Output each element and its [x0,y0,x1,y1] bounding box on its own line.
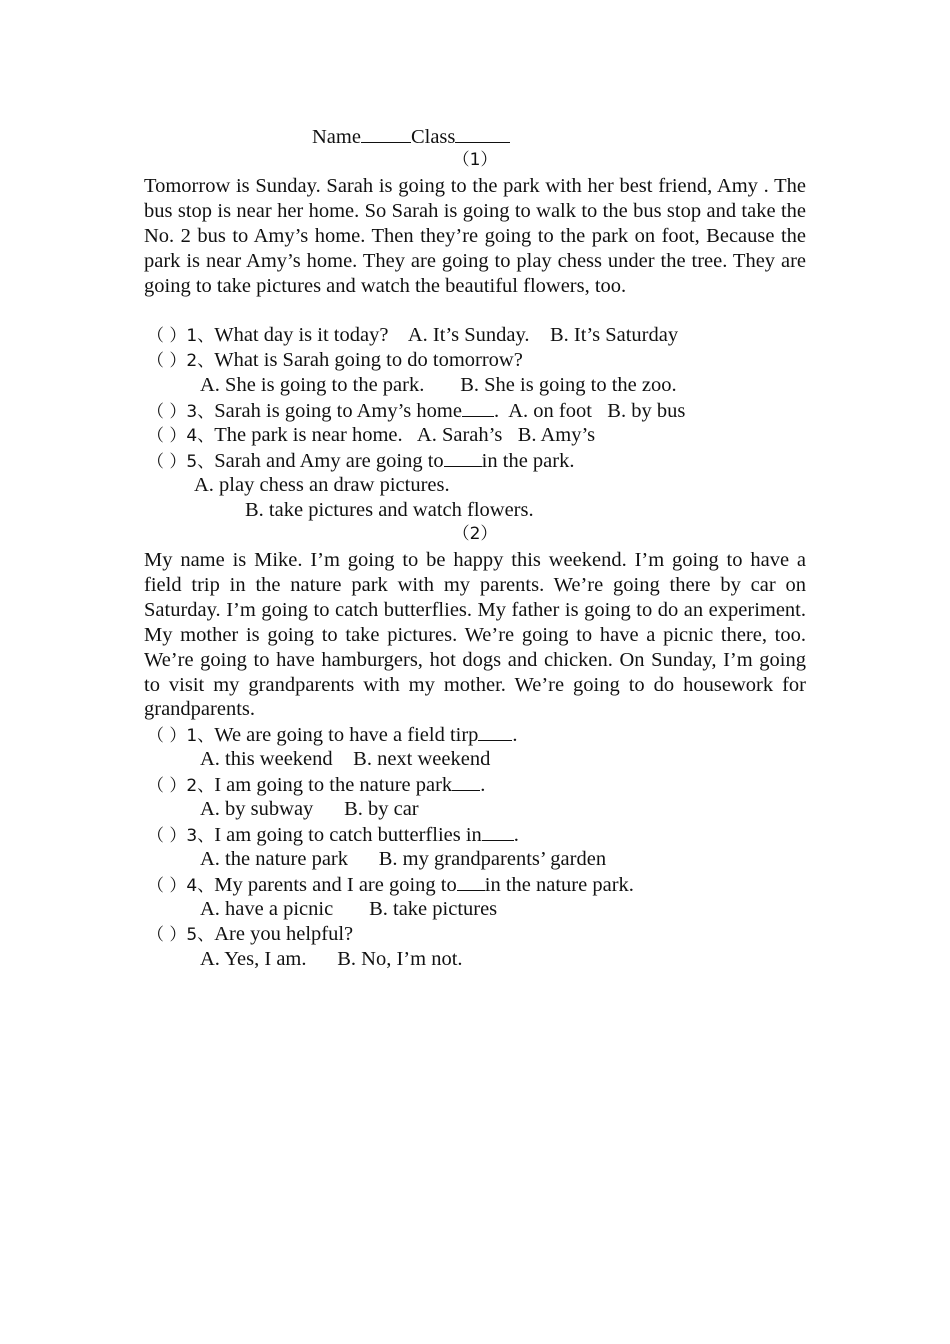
question-number: 4、 [186,426,215,446]
option-a: A. by subway [200,798,314,820]
answer-blank [457,872,485,891]
answer-paren: （ ） [147,876,187,896]
answer-paren: （ ） [147,925,187,945]
answer-paren: （ ） [147,426,187,446]
s2-question-2-options [200,797,419,822]
option-b: B. She is going to the zoo. [460,374,677,396]
s2-question-3 [147,822,519,847]
option-a: A. have a picnic [200,898,334,920]
s2-question-4 [147,872,634,897]
s1-question-2 [147,348,523,373]
answer-blank [462,398,494,417]
option-b: B. No, I’m not. [337,948,463,970]
s1-question-1 [147,323,678,348]
question-text: What is Sarah going to do tomorrow? [214,349,523,371]
section-1-passage: Tomorrow is Sunday. Sarah is going to the park with her best friend, Amy . The bus stop is near her home. So Sarah is going to walk to the bus stop and take the No. 2 bus to Amy’s home. Then they’re going to the park on foot, Because the park is near Amy’s home. They are going to play chess under the tree. They are going to take pictures and watch the beautiful flowers, too. [144,175,806,297]
question-text-end: . [480,774,486,796]
question-number: 3、 [186,826,215,846]
answer-paren: （ ） [147,402,187,422]
class-blank [455,124,510,143]
s2-question-2 [147,772,485,797]
option-a: A. the nature park [200,848,348,870]
answer-paren: （ ） [147,776,187,796]
option-b: B. by bus [607,400,686,422]
question-text: The park is near home. [214,424,403,446]
question-text: We are going to have a field tirp [214,724,479,746]
name-label: Name [312,126,361,148]
answer-blank [478,722,512,741]
question-text-end: in the park. [481,450,575,472]
answer-paren: （ ） [147,726,187,746]
question-text: Are you helpful? [214,923,354,945]
question-text-end: in the nature park. [484,874,634,896]
s2-question-5-options [200,947,463,972]
question-number: 2、 [186,351,215,371]
question-number: 5、 [186,925,215,945]
question-number: 3、 [186,402,215,422]
option-a: A. Yes, I am. [200,948,307,970]
question-text: I am going to the nature park [214,774,453,796]
option-b: B. take pictures [369,898,498,920]
s2-question-1 [147,722,518,747]
section-2-passage: My name is Mike. I’m going to be happy this weekend. I’m going to have a field trip in the nature park with my parents. We’re going there by car on Saturday. I’m going to catch butterflies. My father is going to do an experiment. My mother is going to take pictures. We’re going to have a picnic there, too. We’re going to have hamburgers, hot dogs and chicken. On Sunday, I’m going to visit my grandparents with my mother. We’re going to do housework for grandparents. [144,549,806,721]
option-b: B. Amy’s [517,424,596,446]
question-text: Sarah and Amy are going to [214,450,444,472]
name-blank [361,124,411,143]
answer-paren: （ ） [147,826,187,846]
s1-question-5 [147,448,574,473]
option-b: B. my grandparents’ garden [378,848,607,870]
question-number: 4、 [186,876,215,896]
question-number: 1、 [186,726,215,746]
question-text: What day is it today? [214,324,389,346]
section-2-number: （2） [452,524,498,544]
option-a: A. this weekend [200,748,333,770]
answer-paren: （ ） [147,326,187,346]
answer-paren: （ ） [147,351,187,371]
question-text: My parents and I are going to [214,874,457,896]
option-b: B. by car [344,798,419,820]
question-text-end: . [513,824,519,846]
s1-question-3 [147,398,685,423]
s1-question-2-options [200,373,677,398]
question-number: 5、 [186,452,215,472]
name-class-header [312,124,510,149]
answer-blank [452,772,480,791]
option-b: B. next weekend [353,748,491,770]
s2-question-1-options [200,747,490,772]
option-a: A. Sarah’s [416,424,503,446]
question-text-end: . [512,724,518,746]
question-text: I am going to catch butterflies in [214,824,482,846]
option-a: A. It’s Sunday. [407,324,530,346]
s2-question-4-options [200,897,497,922]
s2-question-5 [147,922,353,947]
s1-question-4 [147,423,595,448]
class-label: Class [410,126,456,148]
question-number: 2、 [186,776,215,796]
option-b: B. It’s Saturday [549,324,679,346]
question-text: Sarah is going to Amy’s home [214,400,462,422]
answer-blank [482,822,514,841]
option-a: A. on foot [508,400,592,422]
answer-blank [444,448,482,467]
answer-paren: （ ） [147,452,187,472]
question-text-end: . [493,400,500,422]
s1-question-5-option-a: A. play chess an draw pictures. [194,474,450,496]
s2-question-3-options [200,847,606,872]
option-a: A. She is going to the park. [200,374,425,396]
question-number: 1、 [186,326,215,346]
section-1-number: （1） [452,150,498,170]
s1-question-5-option-b: B. take pictures and watch flowers. [245,499,534,521]
